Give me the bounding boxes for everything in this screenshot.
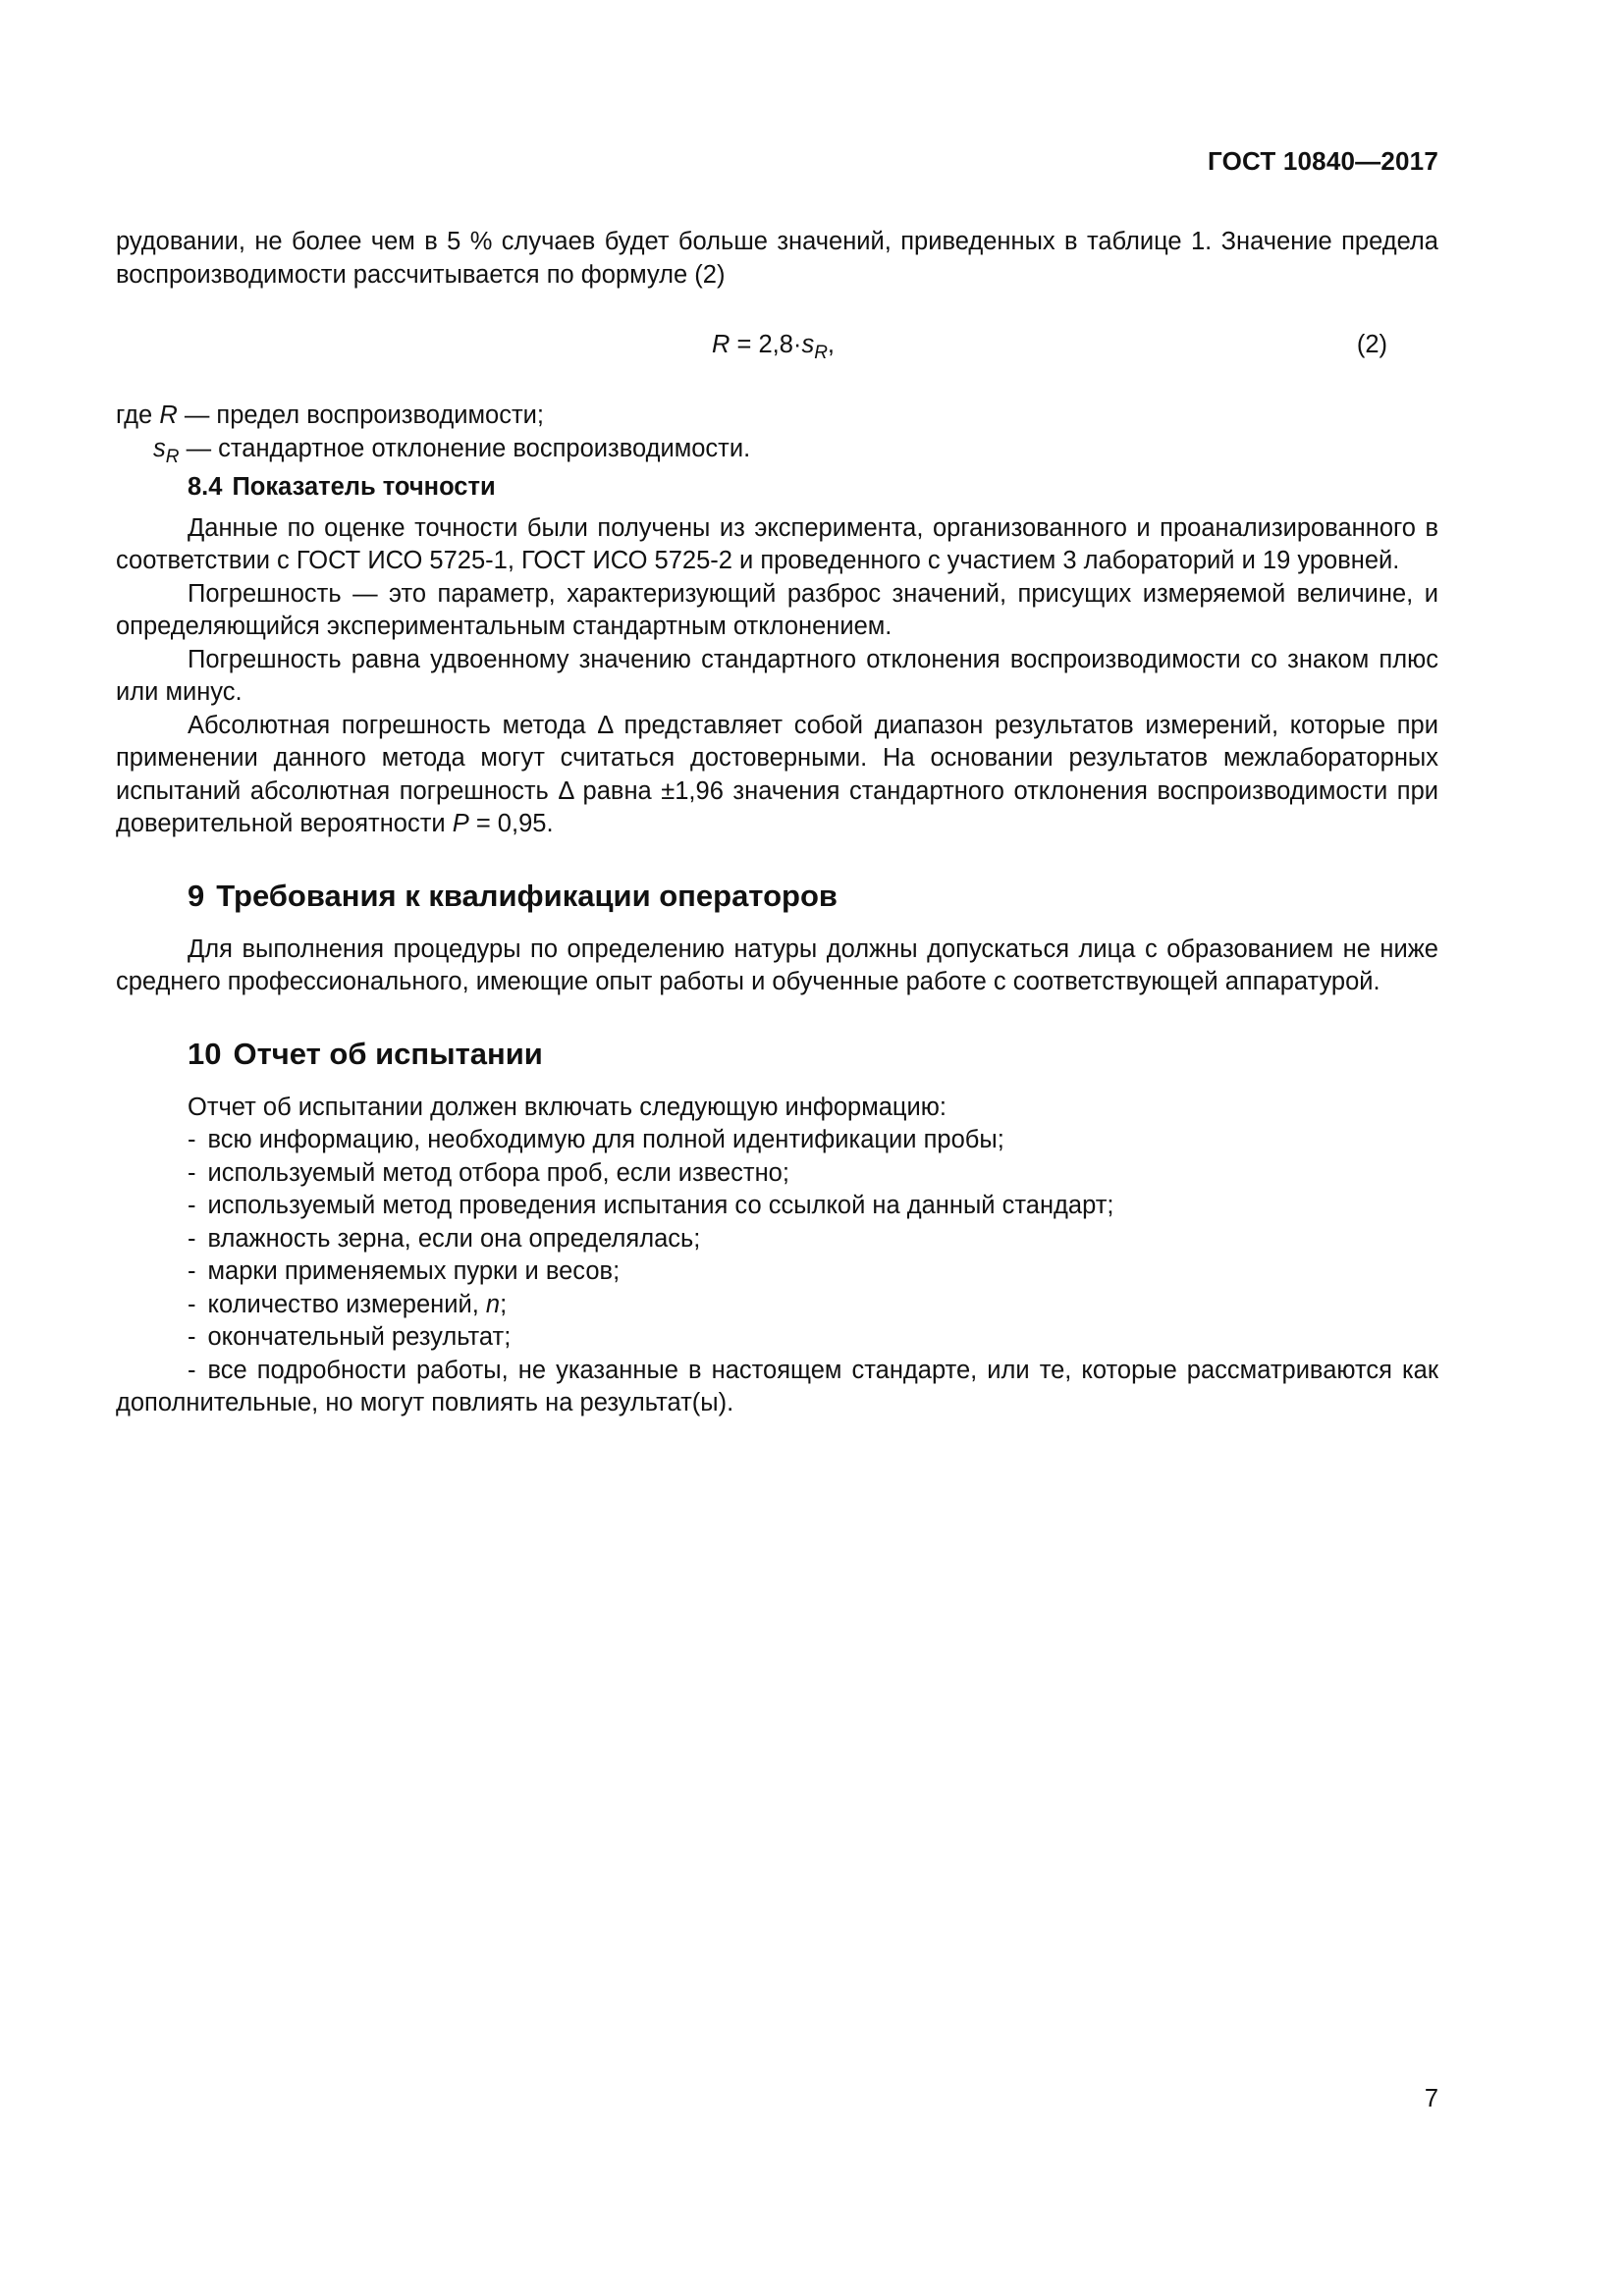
formula-2 — [116, 329, 1438, 362]
where-line-sr — [116, 433, 1438, 466]
where-text-r: — предел воспроизводимости; — [177, 401, 544, 429]
intro-paragraph: рудовании, не более чем в 5 % случаев будет больше значений, приведенных в таблице 1. Значение предела воспроизводимости рассчитывается по формуле (2) — [116, 228, 1438, 289]
section-8-4-p4-var: P — [452, 810, 469, 837]
list-item-var: n — [485, 1290, 501, 1318]
section-8-4-p4-tail: = 0,95. — [468, 810, 554, 837]
list-item-text: влажность зерна, если она определялась; — [207, 1224, 701, 1253]
formula-tail: , — [827, 331, 836, 358]
list-dash: - — [188, 1192, 196, 1219]
section-10-number: 10 — [188, 1036, 222, 1071]
formula-var: s — [801, 331, 815, 358]
formula-expression — [712, 329, 835, 362]
list-dash: - — [188, 1356, 196, 1384]
list-item — [116, 1255, 1438, 1289]
section-8-4-paragraph-2: Погрешность — это параметр, характеризующий разброс значений, присущих измеряемой величине, и определяющийся экспериментальным стандартным отклонением. — [116, 579, 1438, 640]
list-item-text: всю информацию, необходимую для полной идентификации пробы; — [207, 1126, 1004, 1153]
page-content — [116, 226, 1438, 1420]
list-item — [116, 1124, 1438, 1157]
list-item — [116, 1321, 1438, 1355]
list-item-text: количество измерений, — [207, 1290, 486, 1318]
list-item-text: все подробности работы, не указанные в настоящем стандарте, или те, которые рассматриваются как дополнительные, но могут повлиять на результат(ы). — [116, 1356, 1438, 1416]
section-8-4-paragraph-3: Погрешность равна удвоенному значению стандартного отклонения воспроизводимости со знаком плюс или минус. — [116, 645, 1438, 706]
list-item — [116, 1190, 1438, 1223]
list-item-text: окончательный результат; — [207, 1323, 512, 1351]
list-dash: - — [188, 1224, 196, 1253]
list-dash: - — [188, 1323, 196, 1351]
subsection-8-4-heading — [188, 471, 1438, 505]
where-var-r: R — [159, 401, 178, 429]
where-var-s: s — [153, 434, 166, 462]
section-8-4-paragraph-1: Данные по оценке точности были получены из эксперимента, организованного и проанализированного в соответствии с ГОСТ ИСО 5725-1, ГОСТ ИСО 5725-2 и проведенного с участием 3 лабораторий и 19 уровней. — [116, 513, 1438, 574]
section-10-title: Отчет об испытании — [233, 1036, 543, 1071]
where-sub-r: R — [165, 446, 180, 467]
list-item — [116, 1289, 1438, 1322]
where-prefix: где — [116, 401, 160, 429]
where-line-r — [116, 400, 1438, 433]
list-item — [116, 1355, 1438, 1420]
section-8-4-paragraph-4 — [116, 710, 1438, 841]
section-8-4-p4-text: Абсолютная погрешность метода Δ представляет собой диапазон результатов измерений, которые при применении данного метода могут считаться достоверными. На основании результатов межлабораторных испытаний абсолютная погрешность Δ равна ±1,96 значения стандартного отклонения воспроизводимости при доверительной вероятности — [116, 711, 1438, 837]
section-10-heading — [188, 1035, 1438, 1074]
formula-lhs: R — [712, 331, 730, 358]
list-dash: - — [188, 1126, 196, 1153]
list-item — [116, 1223, 1438, 1256]
where-text-sr: — стандартное отклонение воспроизводимости. — [179, 434, 751, 462]
list-item-tail: ; — [500, 1290, 508, 1318]
section-9-heading — [188, 877, 1438, 916]
list-item-text: используемый метод проведения испытания со ссылкой на данный стандарт; — [207, 1192, 1114, 1219]
report-requirements-list — [116, 1124, 1438, 1420]
section-10-intro: Отчет об испытании должен включать следующую информацию: — [188, 1093, 947, 1121]
section-9-title: Требования к квалификации операторов — [216, 878, 838, 913]
subsection-8-4-number: 8.4 — [188, 473, 223, 501]
document-code-header: ГОСТ 10840—2017 — [1208, 146, 1438, 176]
list-item-text: используемый метод отбора проб, если известно; — [207, 1158, 789, 1187]
formula-subscript: R — [814, 343, 828, 363]
list-item-text: марки применяемых пурки и весов; — [207, 1257, 621, 1285]
list-dash: - — [188, 1158, 196, 1187]
section-9-number: 9 — [188, 878, 205, 913]
page-number: 7 — [1424, 2085, 1438, 2112]
formula-number: (2) — [1356, 331, 1387, 358]
list-dash: - — [188, 1257, 196, 1285]
list-dash: - — [188, 1290, 196, 1318]
subsection-8-4-title: Показатель точности — [232, 473, 496, 501]
list-item — [116, 1157, 1438, 1191]
section-9-paragraph: Для выполнения процедуры по определению натуры должны допускаться лица с образованием не ниже среднего профессионального, имеющие опыт работы и обученные работе с соответствующей аппаратурой. — [116, 934, 1438, 995]
formula-equals: = 2,8· — [730, 331, 802, 358]
